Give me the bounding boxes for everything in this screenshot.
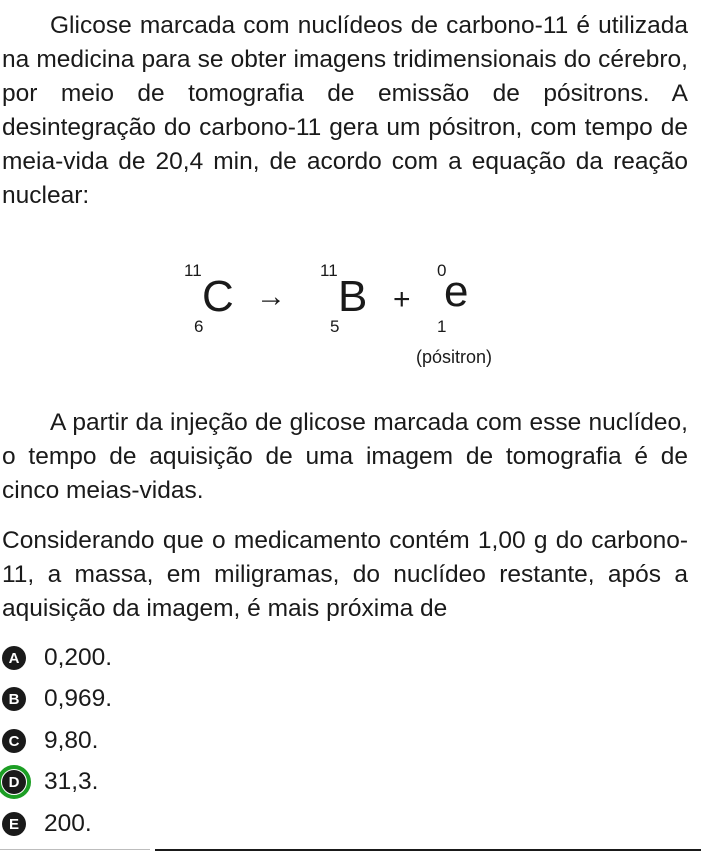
option-c-text: 9,80. bbox=[44, 727, 99, 754]
injection-paragraph: A partir da injeção de glicose marcada com esse nuclídeo, o tempo de aquisição de uma imagem de tomografia é de cinco meias-vidas. bbox=[2, 409, 688, 504]
carbon-atomic-number: 6 bbox=[194, 317, 204, 336]
bottom-divider-left bbox=[0, 849, 150, 850]
reaction-arrow: → bbox=[256, 280, 286, 313]
positron-atomic-number: 1 bbox=[437, 317, 447, 336]
option-a-letter: A bbox=[2, 646, 26, 670]
option-a[interactable] bbox=[2, 643, 112, 673]
positron-mass-number: 0 bbox=[437, 261, 447, 280]
option-b-letter: B bbox=[2, 687, 26, 711]
option-a-ring bbox=[0, 641, 31, 675]
option-b-text: 0,969. bbox=[44, 685, 113, 712]
boron-mass-number: 11 bbox=[320, 261, 338, 280]
positron-label: (pósitron) bbox=[416, 347, 493, 367]
carbon-mass-number: 11 bbox=[184, 261, 202, 280]
option-e-text: 200. bbox=[44, 810, 92, 837]
option-e-letter: E bbox=[2, 812, 26, 836]
option-c-ring bbox=[0, 724, 31, 758]
option-e-ring bbox=[0, 807, 31, 841]
boron-atomic-number: 5 bbox=[330, 317, 340, 336]
boron-symbol: B bbox=[338, 272, 368, 321]
option-c[interactable] bbox=[2, 726, 99, 756]
question-paragraph: Considerando que o medicamento contém 1,00 g do carbono-11, a massa, em miligramas, do nuclídeo restante, após a aquisição da imagem, é mais próxima de bbox=[2, 527, 688, 622]
option-b[interactable] bbox=[2, 684, 112, 714]
plus-sign: + bbox=[393, 283, 411, 316]
option-d-text: 31,3. bbox=[44, 768, 99, 795]
carbon-symbol: C bbox=[202, 272, 234, 321]
positron-symbol: e bbox=[444, 267, 469, 316]
option-d-selected-ring bbox=[0, 765, 31, 799]
option-d-letter: D bbox=[2, 770, 26, 794]
option-b-ring bbox=[0, 682, 31, 716]
option-c-letter: C bbox=[2, 729, 26, 753]
option-d[interactable] bbox=[2, 767, 99, 797]
intro-paragraph: Glicose marcada com nuclídeos de carbono-11 é utilizada na medicina para se obter imagens tridimensionais do cérebro, por meio de tomografia de emissão de pósitrons. A desintegração do carbono-11 gera um pósitron, com tempo de meia-vida de 20,4 min, de acordo com a equação da reação nuclear: bbox=[2, 12, 688, 209]
option-e[interactable] bbox=[2, 809, 92, 839]
option-a-text: 0,200. bbox=[44, 644, 113, 671]
